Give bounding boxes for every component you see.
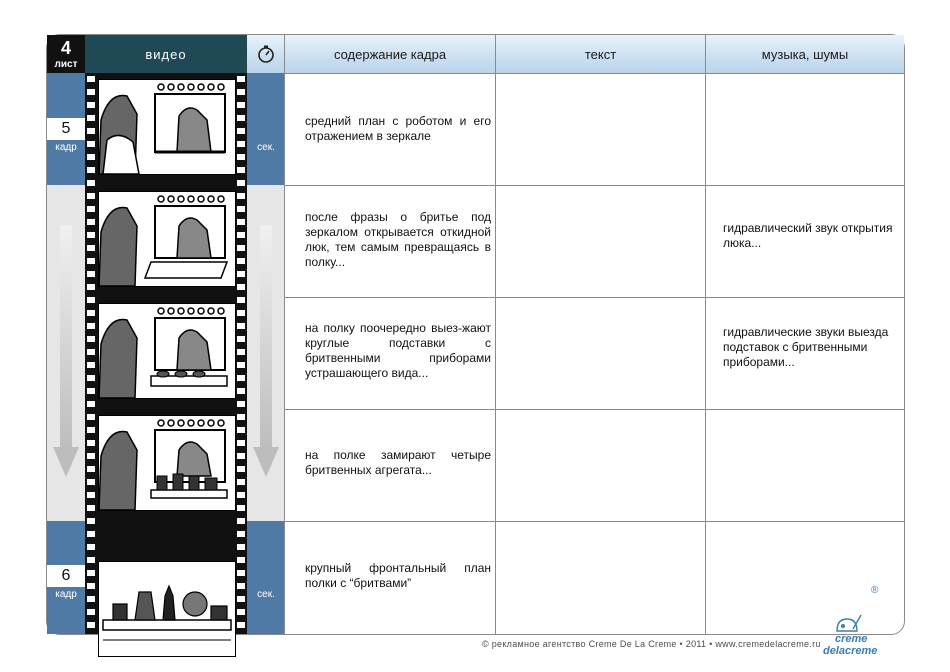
row-3-content: на полку поочередно выез-жают круглые подставки с бритвенными приборами устрашающего вида... — [305, 321, 491, 380]
grid-line — [705, 35, 706, 634]
razor-shelf-closeup-sketch — [99, 562, 235, 656]
row-5-content: крупный фронтальный план полки с “бритвами” — [305, 561, 491, 590]
robot-mirror-sketch — [99, 80, 235, 174]
sheet-number-badge — [47, 35, 85, 73]
content-column-header: содержание кадра — [285, 35, 496, 73]
music-column-header: музыка, шумы — [706, 35, 904, 73]
row-3-music: гидравлические звуки выезда подставок с бритвенными приборами... — [723, 325, 889, 369]
duration-label-6: сек. — [257, 589, 275, 600]
video-column-header: видео — [85, 35, 247, 73]
row-2-music: гидравлический звук открытия люка... — [723, 221, 893, 250]
storyboard-frame-3 — [98, 303, 236, 399]
duration-6-marker — [247, 521, 285, 634]
storyboard-frame-1 — [98, 79, 236, 175]
timer-column-header — [247, 35, 285, 73]
frame-label-5: кадр — [55, 142, 77, 153]
frame-label-6: кадр — [55, 589, 77, 600]
storyboard-frame-2 — [98, 191, 236, 287]
logo-line-2: delacreme — [823, 645, 878, 657]
footer-credits: © рекламное агентство Creme De La Creme • 2011 • www.cremedelacreme.ru — [482, 639, 821, 649]
row-2-content: после фразы о бритье под зеркалом открывается откидной люк, тем самым превращаясь в полку... — [305, 210, 491, 269]
sheet-number: 4 — [60, 38, 71, 58]
down-arrow-icon — [251, 225, 281, 485]
film-perforations-left — [87, 73, 95, 634]
robot-shelf-stands-sketch — [99, 304, 235, 398]
registered-mark: ® — [871, 585, 879, 596]
grid-line — [495, 35, 496, 634]
robot-mirror-hatch-sketch — [99, 192, 235, 286]
duration-5-marker — [247, 73, 285, 185]
sheet-label: лист — [54, 59, 78, 70]
grid-line — [285, 73, 904, 74]
text-column-header: текст — [496, 35, 706, 73]
frame-number-5: 5 — [47, 118, 85, 140]
grid-line — [284, 35, 285, 634]
storyboard-frame-5 — [98, 561, 236, 657]
row-4-content: на полке замирают четыре бритвенных агрегата... — [305, 448, 491, 477]
down-arrow-icon — [51, 225, 81, 485]
grid-line — [285, 521, 904, 522]
grid-line — [285, 185, 904, 186]
frame-number-6: 6 — [47, 565, 85, 587]
grid-line — [285, 409, 904, 410]
logo-line-1: creme — [835, 633, 868, 645]
stopwatch-icon — [256, 44, 276, 64]
robot-shelf-razors-sketch — [99, 416, 235, 510]
film-strip — [85, 73, 247, 634]
duration-label-5: сек. — [257, 142, 275, 153]
grid-line — [285, 297, 904, 298]
row-1-content: средний план с роботом и его отражением в зеркале — [305, 114, 491, 143]
storyboard-frame-4 — [98, 415, 236, 511]
film-perforations-right — [237, 73, 245, 634]
